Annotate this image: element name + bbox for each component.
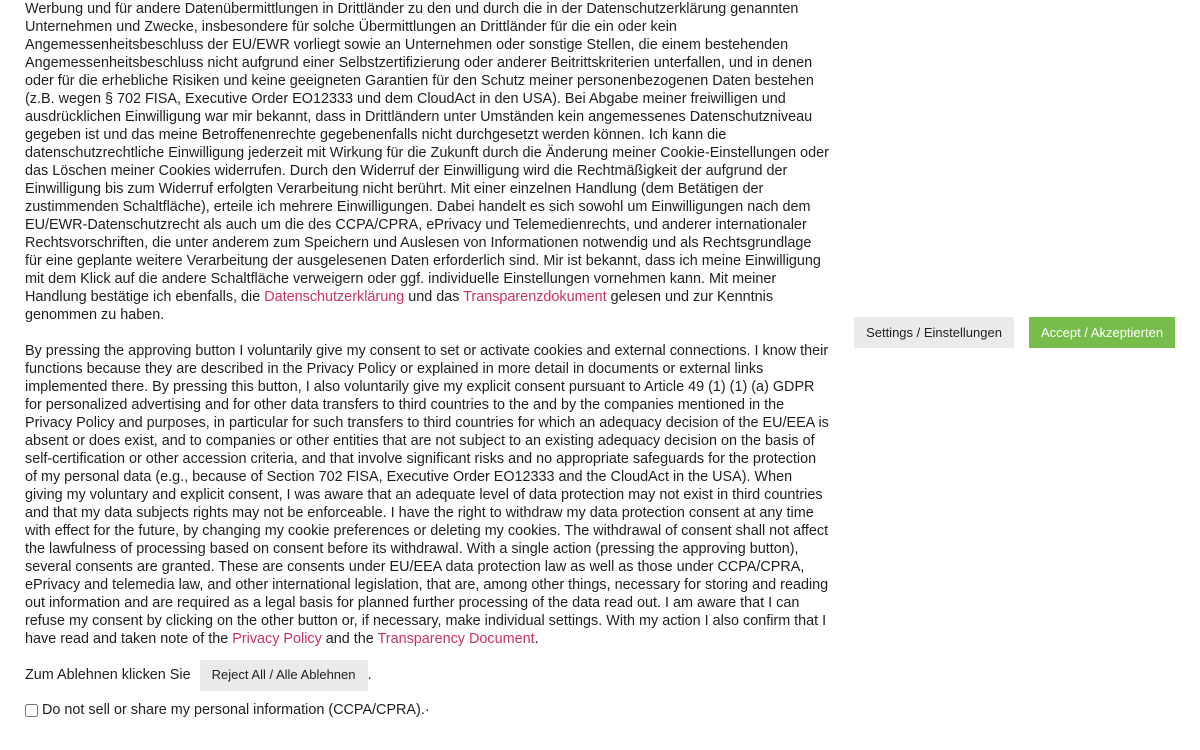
ccpa-opt-out-label[interactable]: Do not sell or share my personal information (CCPA/CPRA). bbox=[42, 702, 425, 718]
accept-button[interactable]: Accept / Akzeptierten bbox=[1029, 317, 1175, 348]
reject-suffix-text: . bbox=[367, 667, 372, 683]
transparency-document-link-de[interactable]: Transparenzdokument bbox=[463, 289, 607, 305]
reject-prefix-text: Zum Ablehnen klicken Sie bbox=[25, 667, 191, 683]
reject-all-button[interactable]: Reject All / Alle Ablehnen bbox=[200, 660, 368, 691]
reject-row bbox=[25, 659, 831, 691]
privacy-policy-link-en[interactable]: Privacy Policy bbox=[232, 631, 322, 647]
consent-text-german-main: Werbung und für andere Datenübermittlungen in Drittländer zu den und durch die in der Datenschutzerklärung genannten Unternehmen und Zwecke, insbesondere für solche Übermittlungen an Drittländer für die ein oder kein Angemessenheitsbeschluss der EU/EWR vorliegt sowie an Unternehmen oder sonstige Stellen, die einem bestehenden Angemessenheitsbeschluss nicht aufgrund einer Selbstzertifizierung oder anderer Beitrittskriterien unterfallen, und in denen oder für die erhebliche Risiken und keine geeigneten Garantien für den Schutz meiner personenbezogenen Daten bestehen (z.B. wegen § 702 FISA, Executive Order EO12333 und dem CloudAct in den USA). Bei Abgabe meiner freiwilligen und ausdrücklichen Einwilligung war mir bekannt, dass in Drittländern unter Umständen kein angemessenes Datenschutzniveau gegeben ist und das meine Betroffenenrechte gegebenenfalls nicht durchgesetzt werden können. Ich kann die datenschutzrechtliche Einwilligung jederzeit mit Wirkung für die Zukunft durch die Änderung meiner Cookie-Einstellungen oder das Löschen meiner Cookies widerrufen. Durch den Widerruf der Einwilligung wird die Rechtmäßigkeit der aufgrund der Einwilligung bis zum Widerruf erfolgten Verarbeitung nicht berührt. Mit einer einzelnen Handlung (dem Betätigen der zustimmenden Schaltfläche), erteile ich mehrere Einwilligungen. Dabei handelt es sich sowohl um Einwilligungen nach dem EU/EWR-Datenschutzrecht als auch um die des CCPA/CPRA, ePrivacy und Telemedienrechts, und anderer internationaler Rechtsvorschriften, die unter anderem zum Speichern und Auslesen von Informationen notwendig und als Rechtsgrundlage für eine geplante weitere Verarbeitung der ausgelesenen Daten erforderlich sind. Mir ist bekannt, dass ich meine Einwilligung mit dem Klick auf die andere Schaltfläche verweigern oder ggf. individuelle Einstellungen vornehmen kann. Mit meiner Handlung bestätige ich ebenfalls, die bbox=[25, 1, 829, 305]
privacy-policy-link-de[interactable]: Datenschutzerklärung bbox=[264, 289, 405, 305]
transparency-document-link-en[interactable]: Transparency Document bbox=[377, 631, 535, 647]
ccpa-row bbox=[25, 699, 831, 721]
consent-text-german bbox=[25, 0, 831, 324]
consent-text-english-end: . bbox=[534, 631, 539, 647]
consent-text-english bbox=[25, 342, 831, 648]
consent-text-column bbox=[25, 0, 831, 721]
consent-text-english-main: By pressing the approving button I voluntarily give my consent to set or activate cookies and external connections. I know their functions because they are described in the Privacy Policy or explained in more detail in documents or external links implemented there. By pressing this button, I also voluntarily give my explicit consent pursuant to Article 49 (1) (1) (a) GDPR for personalized advertising and for other data transfers to third countries to the and by the companies mentioned in the Privacy Policy and purposes, in particular for such transfers to third countries for which an adequacy decision of the EU/EEA is absent or does exist, and to companies or other entities that are not subject to an existing adequacy decision on the basis of self-certification or other accession criteria, and that involve significant risks and no appropriate safeguards for the protection of my personal data (e.g., because of Section 702 FISA, Executive Order EO12333 and the CloudAct in the USA). When giving my voluntary and explicit consent, I was aware that an adequate level of data protection may not exist in third countries and that my data subjects rights may not be enforceable. I have the right to withdraw my data protection consent at any time with effect for the future, by changing my cookie preferences or deleting my cookies. The withdrawal of consent shall not affect the lawfulness of processing based on consent before its withdrawal. With a single action (pressing the approving button), several consents are granted. These are consents under EU/EEA data protection law as well as those under CCPA/CPRA, ePrivacy and telemedia law, and other international legislation, that are, among other things, necessary for storing and reading out information and are required as a legal basis for planned further processing of the data read out. I am aware that I can refuse my consent by clicking on the other button or, if necessary, make individual settings. With my action I also confirm that I have read and taken note of the bbox=[25, 343, 829, 647]
consent-text-german-end: gelesen und zur Kenntnis genommen zu haben. bbox=[25, 289, 774, 323]
ccpa-opt-out-checkbox[interactable] bbox=[25, 704, 38, 717]
ccpa-trailing-dot: · bbox=[424, 702, 430, 718]
consent-text-english-and: and the bbox=[321, 631, 378, 647]
settings-button[interactable]: Settings / Einstellungen bbox=[854, 317, 1014, 348]
consent-text-german-and: und das bbox=[404, 289, 464, 305]
